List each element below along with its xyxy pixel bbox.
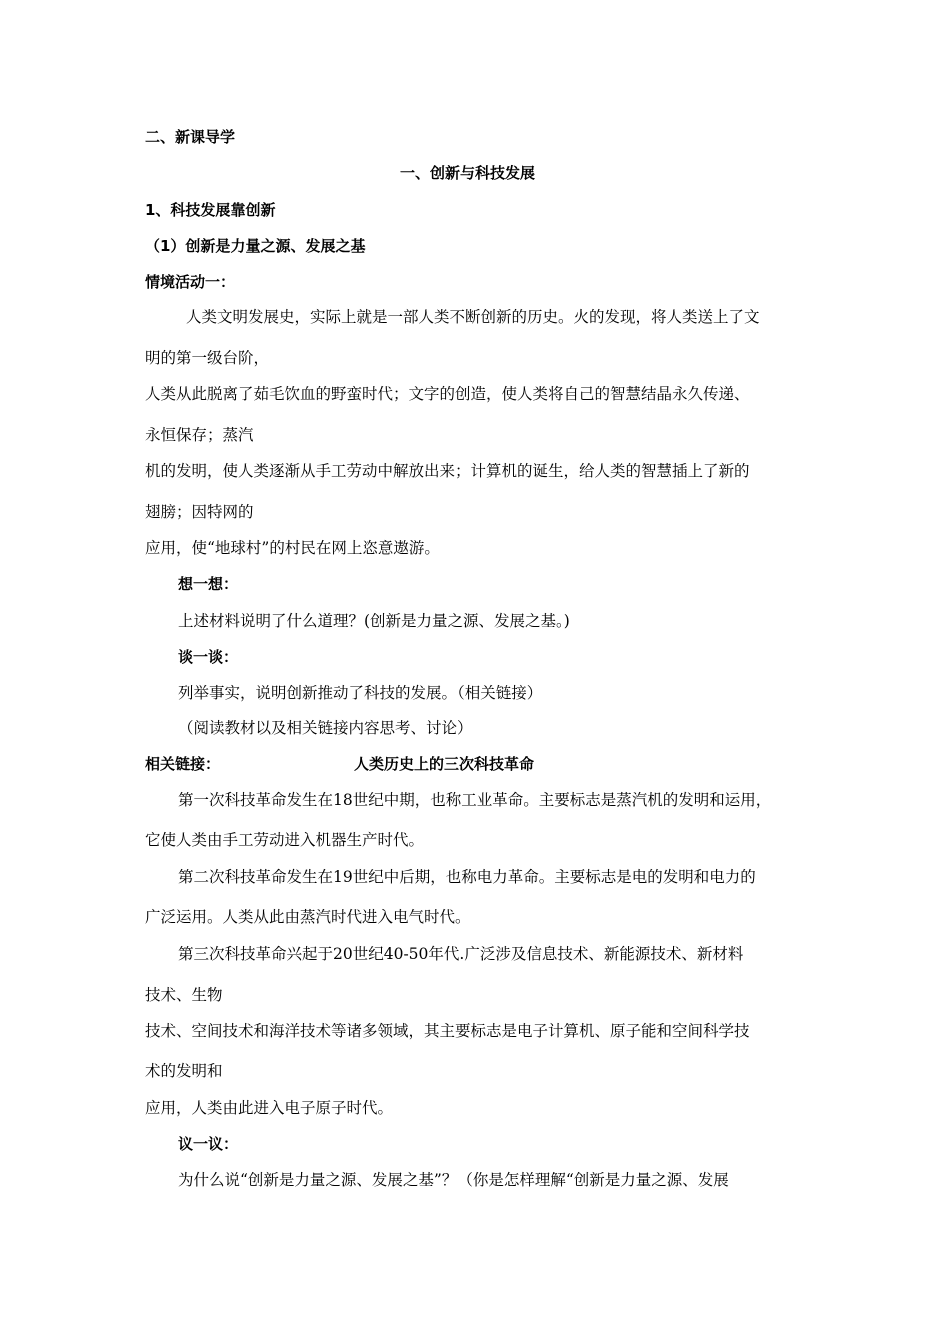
paragraph-line: 技术、生物 <box>145 986 223 1004</box>
paragraph-line: 广泛运用。人类从此由蒸汽时代进入电气时代。 <box>145 908 471 926</box>
paragraph-line: 它使人类由手工劳动进入机器生产时代。 <box>145 831 425 849</box>
lesson-title: 一、创新与科技发展 <box>400 164 536 182</box>
paragraph-line: 人类从此脱离了茹毛饮血的野蛮时代；文字的创造，使人类将自己的智慧结晶永久传递、 <box>145 385 750 403</box>
paragraph-line: 明的第一级台阶， <box>145 349 270 367</box>
section-heading: 二、新课导学 <box>145 128 236 146</box>
paragraph-line: 人类文明发展史，实际上就是一部人类不断创新的历史。火的发现，将人类送上了文 <box>186 308 760 326</box>
paragraph-line: 翅膀；因特网的 <box>145 503 254 521</box>
think-text: 上述材料说明了什么道理？(创新是力量之源、发展之基。) <box>178 612 570 630</box>
talk-text: 列举事实，说明创新推动了科技的发展。（相关链接） <box>178 684 543 702</box>
paragraph-line: 术的发明和 <box>145 1062 223 1080</box>
point-heading: （1）创新是力量之源、发展之基 <box>145 237 366 255</box>
paragraph-line: 应用，使“地球村”的村民在网上恣意遨游。 <box>145 539 440 557</box>
paragraph-line: 技术、空间技术和海洋技术等诸多领域，其主要标志是电子计算机、原子能和空间科学技 <box>145 1022 750 1040</box>
discuss-label: 议一议： <box>178 1135 239 1153</box>
paragraph-line: 第三次科技革命兴起于20世纪40-50年代.广泛涉及信息技术、新能源技术、新材料 <box>178 945 744 963</box>
paragraph-line: 机的发明，使人类逐渐从手工劳动中解放出来；计算机的诞生，给人类的智慧插上了新的 <box>145 462 750 480</box>
talk-label: 谈一谈： <box>178 648 239 666</box>
talk-note: （阅读教材以及相关链接内容思考、讨论） <box>178 719 473 737</box>
paragraph-line: 第二次科技革命发生在19世纪中后期，也称电力革命。主要标志是电的发明和电力的 <box>178 868 756 886</box>
related-link-title: 人类历史上的三次科技革命 <box>354 755 535 773</box>
subsection-heading: 1、科技发展靠创新 <box>145 201 276 219</box>
paragraph-line: 第一次科技革命发生在18世纪中期，也称工业革命。主要标志是蒸汽机的发明和运用， <box>178 791 772 809</box>
think-label: 想一想： <box>178 575 239 593</box>
discuss-text: 为什么说“创新是力量之源、发展之基”？（你是怎样理解“创新是力量之源、发展 <box>178 1171 729 1189</box>
paragraph-line: 应用，人类由此进入电子原子时代。 <box>145 1099 394 1117</box>
related-link-label: 相关链接： <box>145 755 221 773</box>
activity-label: 情境活动一： <box>145 273 236 291</box>
paragraph-line: 永恒保存；蒸汽 <box>145 426 254 444</box>
